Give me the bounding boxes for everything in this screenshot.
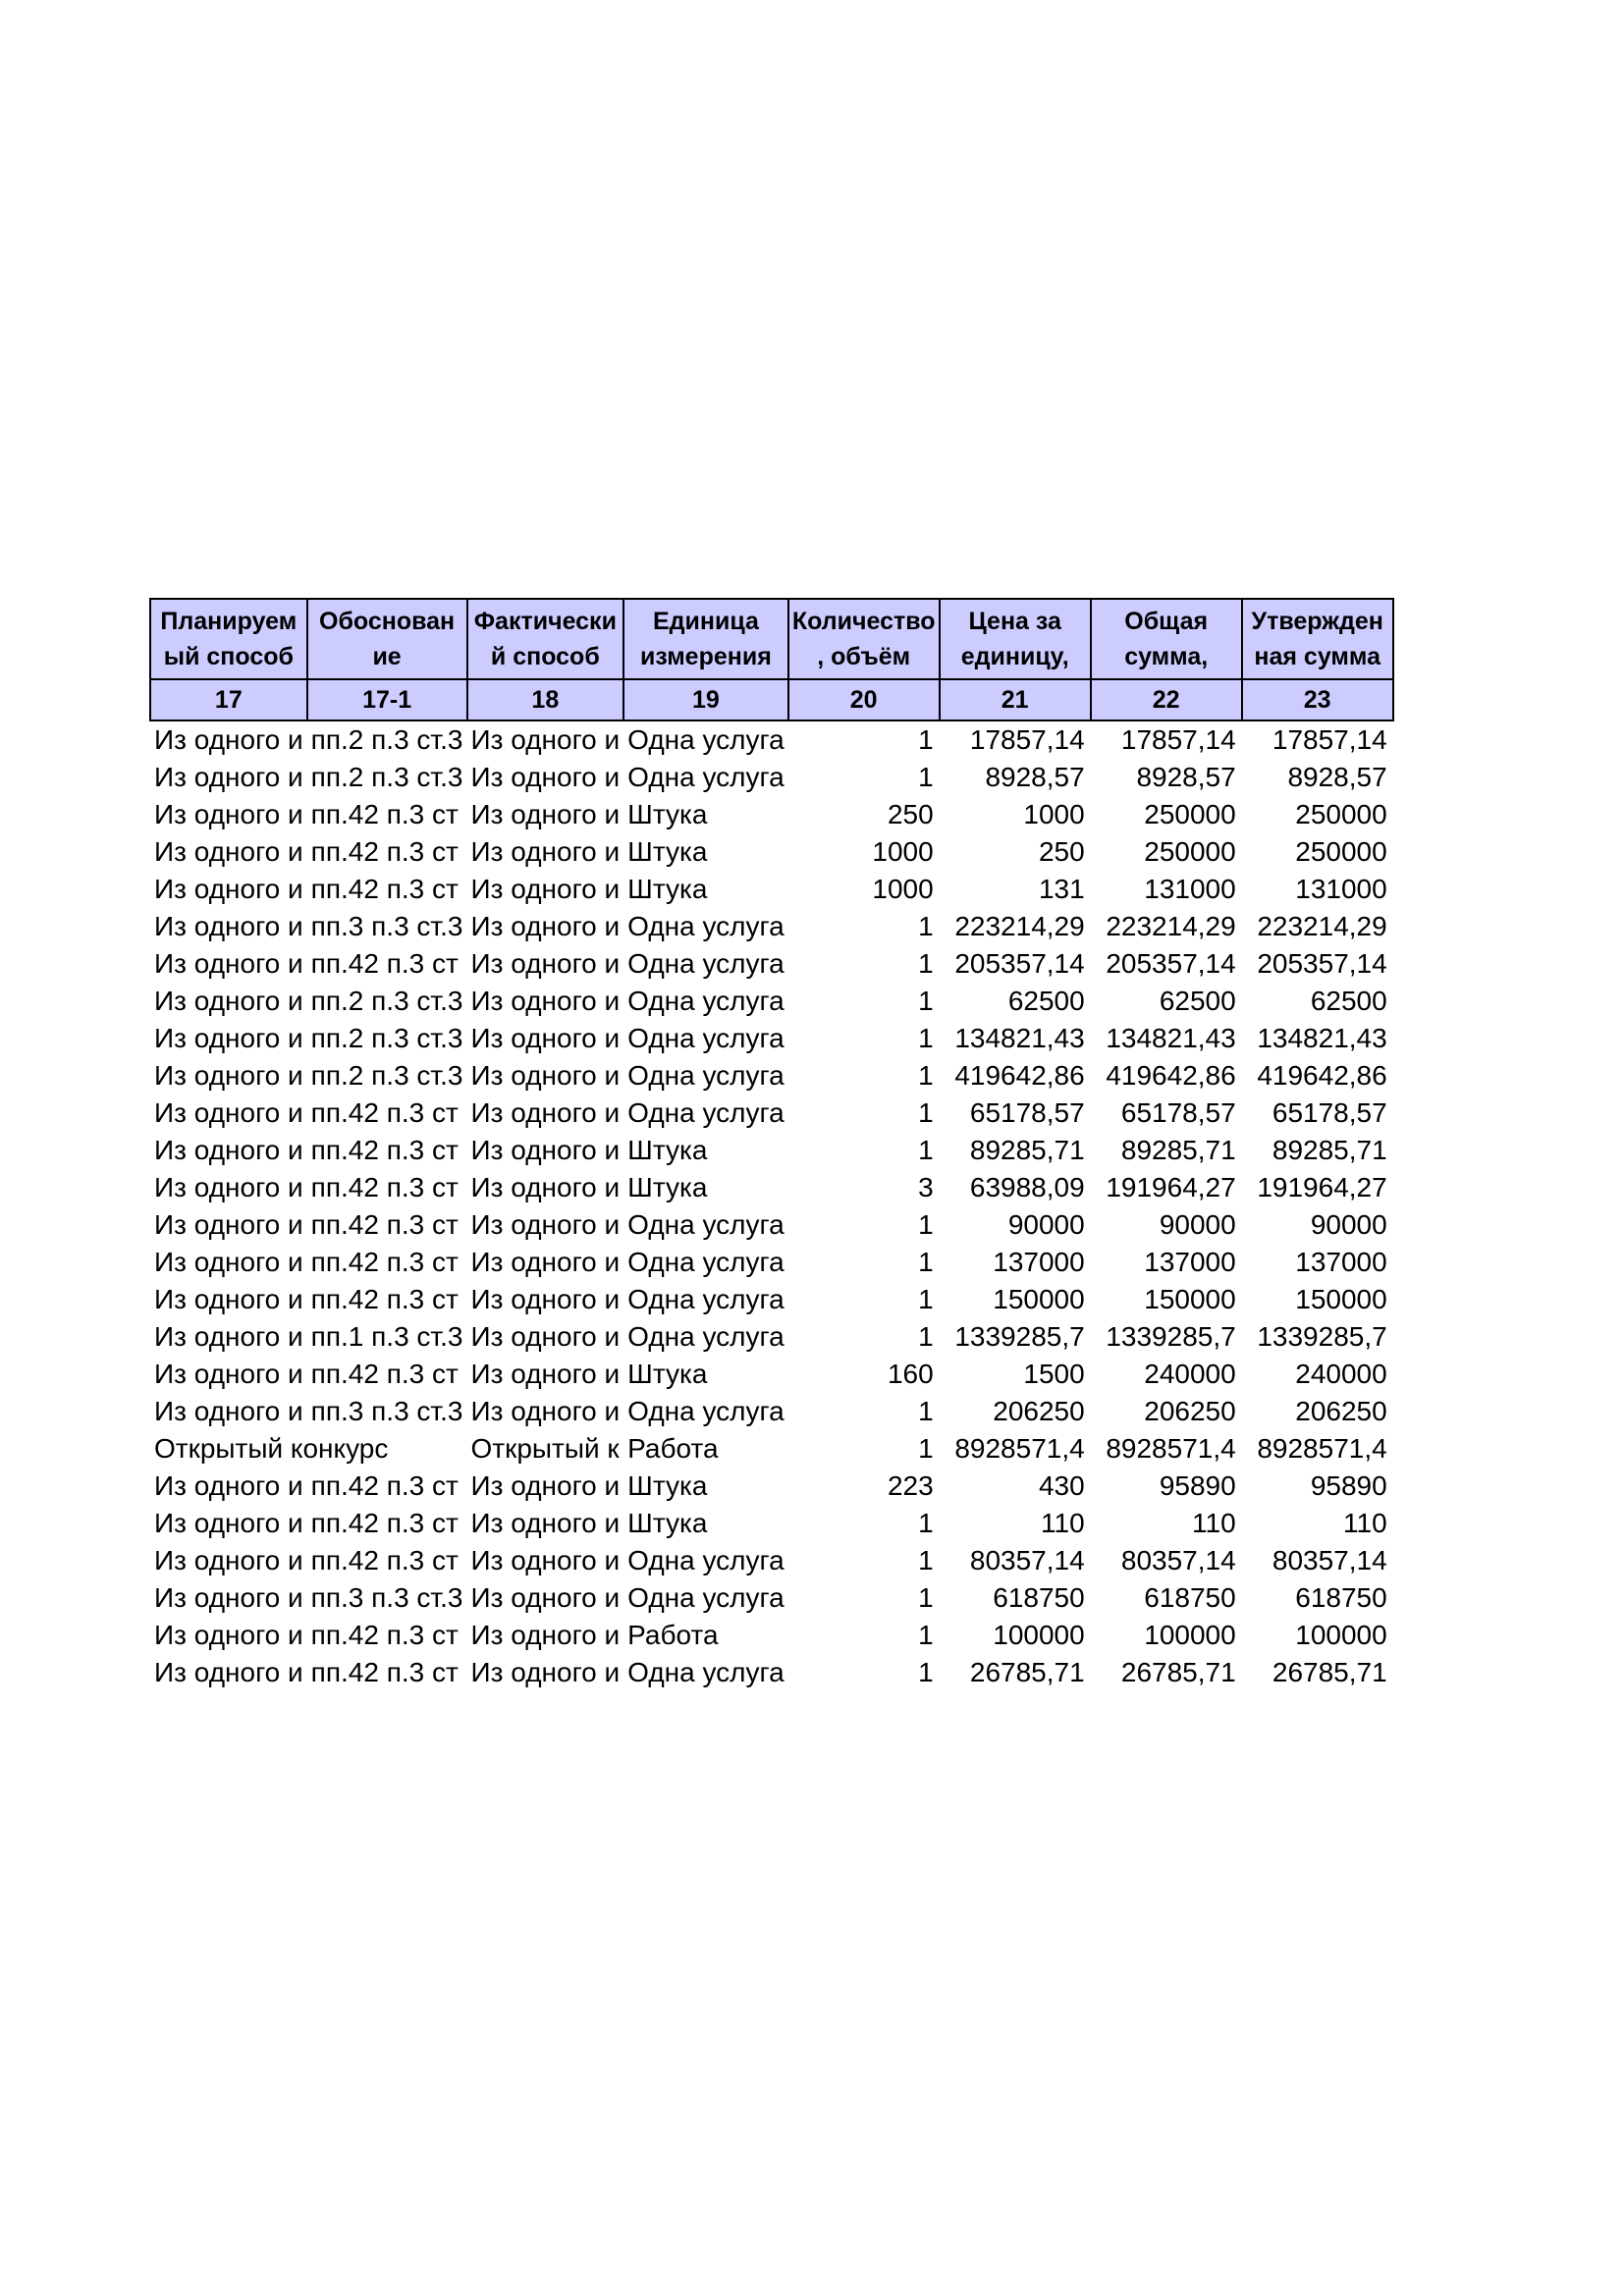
column-header [1091,599,1242,679]
table-row [150,1356,1393,1393]
table-cell[interactable]: Одна услуга [627,1545,785,1575]
table-cell[interactable]: пп.42 п.3 ст [310,948,459,979]
table-cell[interactable]: пп.42 п.3 ст [310,799,459,829]
table-cell[interactable]: 1000 [872,874,934,904]
table-row [150,871,1393,908]
table-row [150,1430,1393,1468]
table-cell[interactable]: 1 [918,1209,934,1240]
table-cell[interactable]: Из одного и [470,762,621,792]
table-cell[interactable]: 80357,14 [969,1545,1085,1575]
table-cell[interactable]: 137000 [993,1247,1085,1277]
table-cell[interactable]: Штука [627,1508,708,1538]
table-cell[interactable]: пп.42 п.3 ст [310,1359,459,1389]
table-cell[interactable]: Из одного и [154,1620,303,1650]
table-cell[interactable]: 430 [1038,1470,1085,1501]
table-cell[interactable]: 250000 [1144,799,1236,829]
table-row [150,1206,1393,1244]
table-cell[interactable]: Из одного и [154,948,303,979]
column-header [623,599,788,679]
table-row [150,1468,1393,1505]
spreadsheet-sheet [149,598,1394,1691]
table-row [150,1057,1393,1095]
table-cell[interactable]: Штука [627,836,708,867]
table-cell[interactable]: Из одного и [154,724,303,755]
table-cell[interactable]: Одна услуга [627,1060,785,1091]
table-cell[interactable]: 1 [918,1135,934,1165]
table-cell[interactable]: 1 [918,1321,934,1352]
table-cell[interactable]: 89285,71 [1272,1135,1387,1165]
table-cell[interactable]: пп.3 п.3 ст.3 [310,1582,463,1613]
table-cell[interactable]: 62500 [1310,986,1387,1016]
table-cell[interactable]: 1 [918,1433,934,1464]
table-cell[interactable]: 110 [1343,1508,1387,1538]
column-number: 17-1 [307,679,467,721]
table-cell[interactable]: Из одного и [154,1470,303,1501]
table-cell[interactable]: Из одного и [154,1097,303,1128]
table-cell[interactable]: 65178,57 [969,1097,1085,1128]
table-cell[interactable]: 26785,71 [969,1657,1085,1687]
table-cell[interactable]: Одна услуга [627,1396,785,1426]
table-cell[interactable]: Из одного и [470,799,621,829]
table-cell[interactable]: пп.1 п.3 ст.3 [310,1321,463,1352]
table-cell[interactable]: Из одного и [154,1209,303,1240]
column-header-line: Фактически [473,608,617,635]
table-cell[interactable]: 1000 [1023,799,1085,829]
table-cell[interactable]: 1 [918,1620,934,1650]
table-cell[interactable]: Работа [627,1433,719,1464]
table-cell[interactable]: Из одного и [470,1508,621,1538]
table-cell[interactable]: Штука [627,1470,708,1501]
column-number: 22 [1091,679,1242,721]
table-cell[interactable]: Из одного и [154,1172,303,1202]
table-cell[interactable]: пп.2 п.3 ст.3 [310,986,463,1016]
table-cell[interactable]: 1 [918,911,934,941]
table-row [150,796,1393,833]
table-cell[interactable]: пп.42 п.3 ст [310,1508,459,1538]
table-cell[interactable]: 89285,71 [969,1135,1085,1165]
column-header [1242,599,1393,679]
table-cell[interactable]: Из одного и [470,874,621,904]
table-cell[interactable]: пп.2 п.3 ст.3 [310,724,463,755]
table-cell[interactable]: 90000 [1310,1209,1387,1240]
table-cell[interactable]: 63988,09 [969,1172,1085,1202]
column-number: 23 [1242,679,1393,721]
table-cell[interactable]: Штука [627,874,708,904]
table-cell[interactable]: пп.42 п.3 ст [310,1470,459,1501]
table-cell[interactable]: 137000 [1144,1247,1236,1277]
table-cell[interactable]: Из одного и [154,1508,303,1538]
table-row [150,1020,1393,1057]
column-number-row [150,679,1393,721]
column-header-line: Общая [1124,608,1209,635]
table-cell[interactable]: 1 [918,948,934,979]
table-cell[interactable]: 95890 [1159,1470,1236,1501]
table-cell[interactable]: 110 [1041,1508,1085,1538]
column-number: 20 [788,679,940,721]
table-cell[interactable]: Из одного и [470,1209,621,1240]
table-cell[interactable]: Из одного и [470,948,621,979]
table-cell[interactable]: 191964,27 [1257,1172,1387,1202]
table-cell[interactable]: Из одного и [154,1023,303,1053]
table-cell[interactable]: 1 [918,1097,934,1128]
table-cell[interactable]: 419642,86 [954,1060,1085,1091]
table-cell[interactable]: 131 [1038,874,1085,904]
table-cell[interactable]: 134821,43 [954,1023,1085,1053]
table-cell[interactable]: 131000 [1144,874,1236,904]
table-cell[interactable]: пп.42 п.3 ст [310,1135,459,1165]
table-cell[interactable]: 1 [918,1508,934,1538]
table-row [150,1095,1393,1132]
column-header-line: Цена за [968,608,1061,635]
table-cell[interactable]: Одна услуга [627,1023,785,1053]
table-cell[interactable]: 62500 [1007,986,1085,1016]
table-cell[interactable]: Из одного и [154,1321,303,1352]
table-row [150,1169,1393,1206]
table-cell[interactable]: 206250 [993,1396,1085,1426]
table-cell[interactable]: Из одного и [470,1359,621,1389]
table-cell[interactable]: 150000 [1144,1284,1236,1314]
table-cell[interactable]: 110 [1192,1508,1236,1538]
column-header [467,599,624,679]
table-cell[interactable]: 206250 [1144,1396,1236,1426]
table-cell[interactable]: Из одного и [154,1284,303,1314]
table-cell[interactable]: Из одного и [154,874,303,904]
table-cell[interactable]: 131000 [1295,874,1387,904]
table-row [150,759,1393,796]
table-cell[interactable]: пп.42 п.3 ст [310,1247,459,1277]
table-row [150,1654,1393,1691]
table-cell[interactable]: Из одного и [470,1060,621,1091]
table-cell[interactable]: 150000 [1295,1284,1387,1314]
table-cell[interactable]: Из одного и [154,986,303,1016]
table-cell[interactable]: Работа [627,1620,719,1650]
column-header-line: Количество [791,608,936,635]
table-cell[interactable]: Открытый конкурс [154,1433,389,1464]
table-cell[interactable]: пп.2 п.3 ст.3 [310,1060,463,1091]
table-cell[interactable]: Из одного и [470,836,621,867]
table-cell[interactable]: пп.42 п.3 ст [310,874,459,904]
table-cell[interactable]: Одна услуга [627,986,785,1016]
table-row [150,1318,1393,1356]
table-cell[interactable]: Из одного и [154,762,303,792]
column-number: 19 [623,679,788,721]
table-cell[interactable]: 191964,27 [1106,1172,1236,1202]
column-header [150,599,307,679]
table-cell[interactable]: 8928571,4 [1257,1433,1387,1464]
table-cell[interactable]: 137000 [1295,1247,1387,1277]
column-number: 17 [150,679,307,721]
column-header-line: ие [372,643,402,670]
table-cell[interactable]: Из одного и [470,724,621,755]
table-cell[interactable]: пп.42 п.3 ст [310,1209,459,1240]
table-cell[interactable]: Из одного и [154,1247,303,1277]
table-cell[interactable]: Одна услуга [627,1097,785,1128]
table-cell[interactable]: 150000 [993,1284,1085,1314]
table-cell[interactable]: Из одного и [154,1135,303,1165]
table-cell[interactable]: 1 [918,1284,934,1314]
procurement-table [149,598,1394,1691]
table-cell[interactable]: 205357,14 [1257,948,1387,979]
table-cell[interactable]: 65178,57 [1120,1097,1236,1128]
header-row [150,599,1393,679]
table-cell[interactable]: пп.42 п.3 ст [310,1545,459,1575]
column-header-line: измерения [640,643,772,670]
table-row [150,833,1393,871]
table-cell[interactable]: пп.42 п.3 ст [310,1097,459,1128]
table-cell[interactable]: 206250 [1295,1396,1387,1426]
table-cell[interactable]: Из одного и [470,1172,621,1202]
table-cell[interactable]: 1 [918,1657,934,1687]
column-header-line: Утвержден [1251,608,1383,635]
table-cell[interactable]: 1 [918,1582,934,1613]
table-cell[interactable]: 240000 [1144,1359,1236,1389]
table-cell[interactable]: Штука [627,1172,708,1202]
table-cell[interactable]: 8928571,4 [954,1433,1085,1464]
table-cell[interactable]: 17857,14 [969,724,1085,755]
table-cell[interactable]: 1 [918,724,934,755]
table-row [150,1244,1393,1281]
table-row [150,1393,1393,1430]
column-header-line: й способ [490,643,600,670]
table-cell[interactable]: 1339285,7 [954,1321,1085,1352]
table-cell[interactable]: 205357,14 [954,948,1085,979]
table-row [150,1617,1393,1654]
table-cell[interactable]: пп.42 п.3 ст [310,836,459,867]
table-cell[interactable]: Из одного и [470,1284,621,1314]
table-cell[interactable]: Из одного и [470,1321,621,1352]
column-header-line: Обоснован [319,608,456,635]
table-cell[interactable]: 1339285,7 [1257,1321,1387,1352]
table-cell[interactable]: Одна услуга [627,1321,785,1352]
table-cell[interactable]: 250 [1038,836,1085,867]
table-cell[interactable]: Из одного и [470,1620,621,1650]
table-cell[interactable]: 100000 [1295,1620,1387,1650]
table-row [150,945,1393,983]
table-cell[interactable]: 240000 [1295,1359,1387,1389]
table-cell[interactable]: 80357,14 [1120,1545,1236,1575]
table-cell[interactable]: Из одного и [154,1060,303,1091]
table-header [150,599,1393,721]
table-cell[interactable]: 3 [918,1172,934,1202]
table-cell[interactable]: 90000 [1159,1209,1236,1240]
table-cell[interactable]: 1 [918,1396,934,1426]
table-cell[interactable]: 250000 [1295,836,1387,867]
table-cell[interactable]: пп.42 п.3 ст [310,1172,459,1202]
table-cell[interactable]: Из одного и [470,1470,621,1501]
table-cell[interactable]: Из одного и [470,1135,621,1165]
column-header-line: , объём [817,643,911,670]
table-cell[interactable]: 223214,29 [1257,911,1387,941]
table-cell[interactable]: Штука [627,799,708,829]
table-row [150,1505,1393,1542]
table-cell[interactable]: Из одного и [470,1582,621,1613]
table-cell[interactable]: Из одного и [154,1582,303,1613]
table-row [150,1281,1393,1318]
table-cell[interactable]: 1 [918,1247,934,1277]
table-cell[interactable]: Из одного и [154,1359,303,1389]
table-cell[interactable]: пп.3 п.3 ст.3 [310,1396,463,1426]
table-cell[interactable]: 1 [918,1060,934,1091]
table-cell[interactable]: 250000 [1144,836,1236,867]
table-cell[interactable]: Из одного и [470,986,621,1016]
table-cell[interactable]: 8928,57 [1136,762,1236,792]
table-cell[interactable]: Из одного и [470,911,621,941]
table-cell[interactable]: Из одного и [470,1247,621,1277]
column-header-line: ная сумма [1254,643,1380,670]
table-cell[interactable]: Одна услуга [627,1582,785,1613]
table-cell[interactable]: 62500 [1159,986,1236,1016]
column-number: 21 [940,679,1091,721]
table-cell[interactable]: 419642,86 [1106,1060,1236,1091]
table-cell[interactable]: 223214,29 [1106,911,1236,941]
table-cell[interactable]: 134821,43 [1257,1023,1387,1053]
table-cell[interactable]: Одна услуга [627,911,785,941]
column-number: 18 [467,679,624,721]
table-row [150,983,1393,1020]
table-cell[interactable]: 618750 [1295,1582,1387,1613]
table-cell[interactable]: Из одного и [154,836,303,867]
table-cell[interactable]: 1000 [872,836,934,867]
column-header [788,599,940,679]
table-cell[interactable]: Из одного и [154,1396,303,1426]
table-cell[interactable]: 1 [918,1545,934,1575]
table-cell[interactable]: 250 [887,799,934,829]
table-cell[interactable]: Одна услуга [627,1247,785,1277]
table-cell[interactable]: 95890 [1310,1470,1387,1501]
table-cell[interactable]: 89285,71 [1120,1135,1236,1165]
table-cell[interactable]: Одна услуга [627,948,785,979]
table-cell[interactable]: 8928571,4 [1106,1433,1236,1464]
table-cell[interactable]: 205357,14 [1106,948,1236,979]
table-body [150,721,1393,1691]
table-cell[interactable]: 80357,14 [1272,1545,1387,1575]
column-header-line: ый способ [163,643,294,670]
table-cell[interactable]: Одна услуга [627,1284,785,1314]
table-cell[interactable]: Из одного и [154,911,303,941]
table-cell[interactable]: 223214,29 [954,911,1085,941]
table-cell[interactable]: Из одного и [470,1396,621,1426]
table-cell[interactable]: Одна услуга [627,1209,785,1240]
column-header-line: единицу, [960,643,1069,670]
table-cell[interactable]: 618750 [993,1582,1085,1613]
table-cell[interactable]: 100000 [993,1620,1085,1650]
table-cell[interactable]: Одна услуга [627,1657,785,1687]
table-cell[interactable]: пп.3 п.3 ст.3 [310,911,463,941]
table-cell[interactable]: пп.2 п.3 ст.3 [310,1023,463,1053]
table-cell[interactable]: Из одного и [470,1657,621,1687]
table-cell[interactable]: Из одного и [470,1097,621,1128]
table-cell[interactable]: Штука [627,1135,708,1165]
table-cell[interactable]: пп.42 п.3 ст [310,1657,459,1687]
table-cell[interactable]: 17857,14 [1120,724,1236,755]
table-cell[interactable]: пп.42 п.3 ст [310,1620,459,1650]
table-cell[interactable]: 1339285,7 [1106,1321,1236,1352]
table-cell[interactable]: 26785,71 [1272,1657,1387,1687]
table-cell[interactable]: пп.42 п.3 ст [310,1284,459,1314]
table-cell[interactable]: 1 [918,762,934,792]
column-header-line: Планируем [160,608,298,635]
table-row [150,1132,1393,1169]
table-cell[interactable]: Открытый к [470,1433,620,1464]
table-cell[interactable]: Из одного и [470,1545,621,1575]
table-cell[interactable]: 419642,86 [1257,1060,1387,1091]
table-cell[interactable]: 1500 [1023,1359,1085,1389]
table-cell[interactable]: Штука [627,1359,708,1389]
table-cell[interactable]: 26785,71 [1120,1657,1236,1687]
table-cell[interactable]: Одна услуга [627,762,785,792]
table-cell[interactable]: 8928,57 [985,762,1085,792]
table-cell[interactable]: 250000 [1295,799,1387,829]
table-cell[interactable]: 1 [918,986,934,1016]
table-cell[interactable]: 1 [918,1023,934,1053]
table-cell[interactable]: 100000 [1144,1620,1236,1650]
table-cell[interactable]: 160 [887,1359,934,1389]
table-cell[interactable]: 65178,57 [1272,1097,1387,1128]
table-cell[interactable]: Одна услуга [627,724,785,755]
table-row [150,721,1393,759]
table-cell[interactable]: 618750 [1144,1582,1236,1613]
table-cell[interactable]: 8928,57 [1287,762,1387,792]
column-header [307,599,467,679]
table-row [150,1542,1393,1579]
table-cell[interactable]: 223 [887,1470,934,1501]
table-cell[interactable]: Из одного и [470,1023,621,1053]
table-cell[interactable]: 134821,43 [1106,1023,1236,1053]
column-header-line: Единица [652,608,759,635]
table-cell[interactable]: Из одного и [154,1657,303,1687]
table-row [150,1579,1393,1617]
table-cell[interactable]: пп.2 п.3 ст.3 [310,762,463,792]
table-cell[interactable]: 17857,14 [1272,724,1387,755]
table-cell[interactable]: Из одного и [154,1545,303,1575]
table-row [150,908,1393,945]
column-header-line: сумма, [1124,643,1209,670]
table-cell[interactable]: Из одного и [154,799,303,829]
table-cell[interactable]: 90000 [1007,1209,1085,1240]
column-header [940,599,1091,679]
